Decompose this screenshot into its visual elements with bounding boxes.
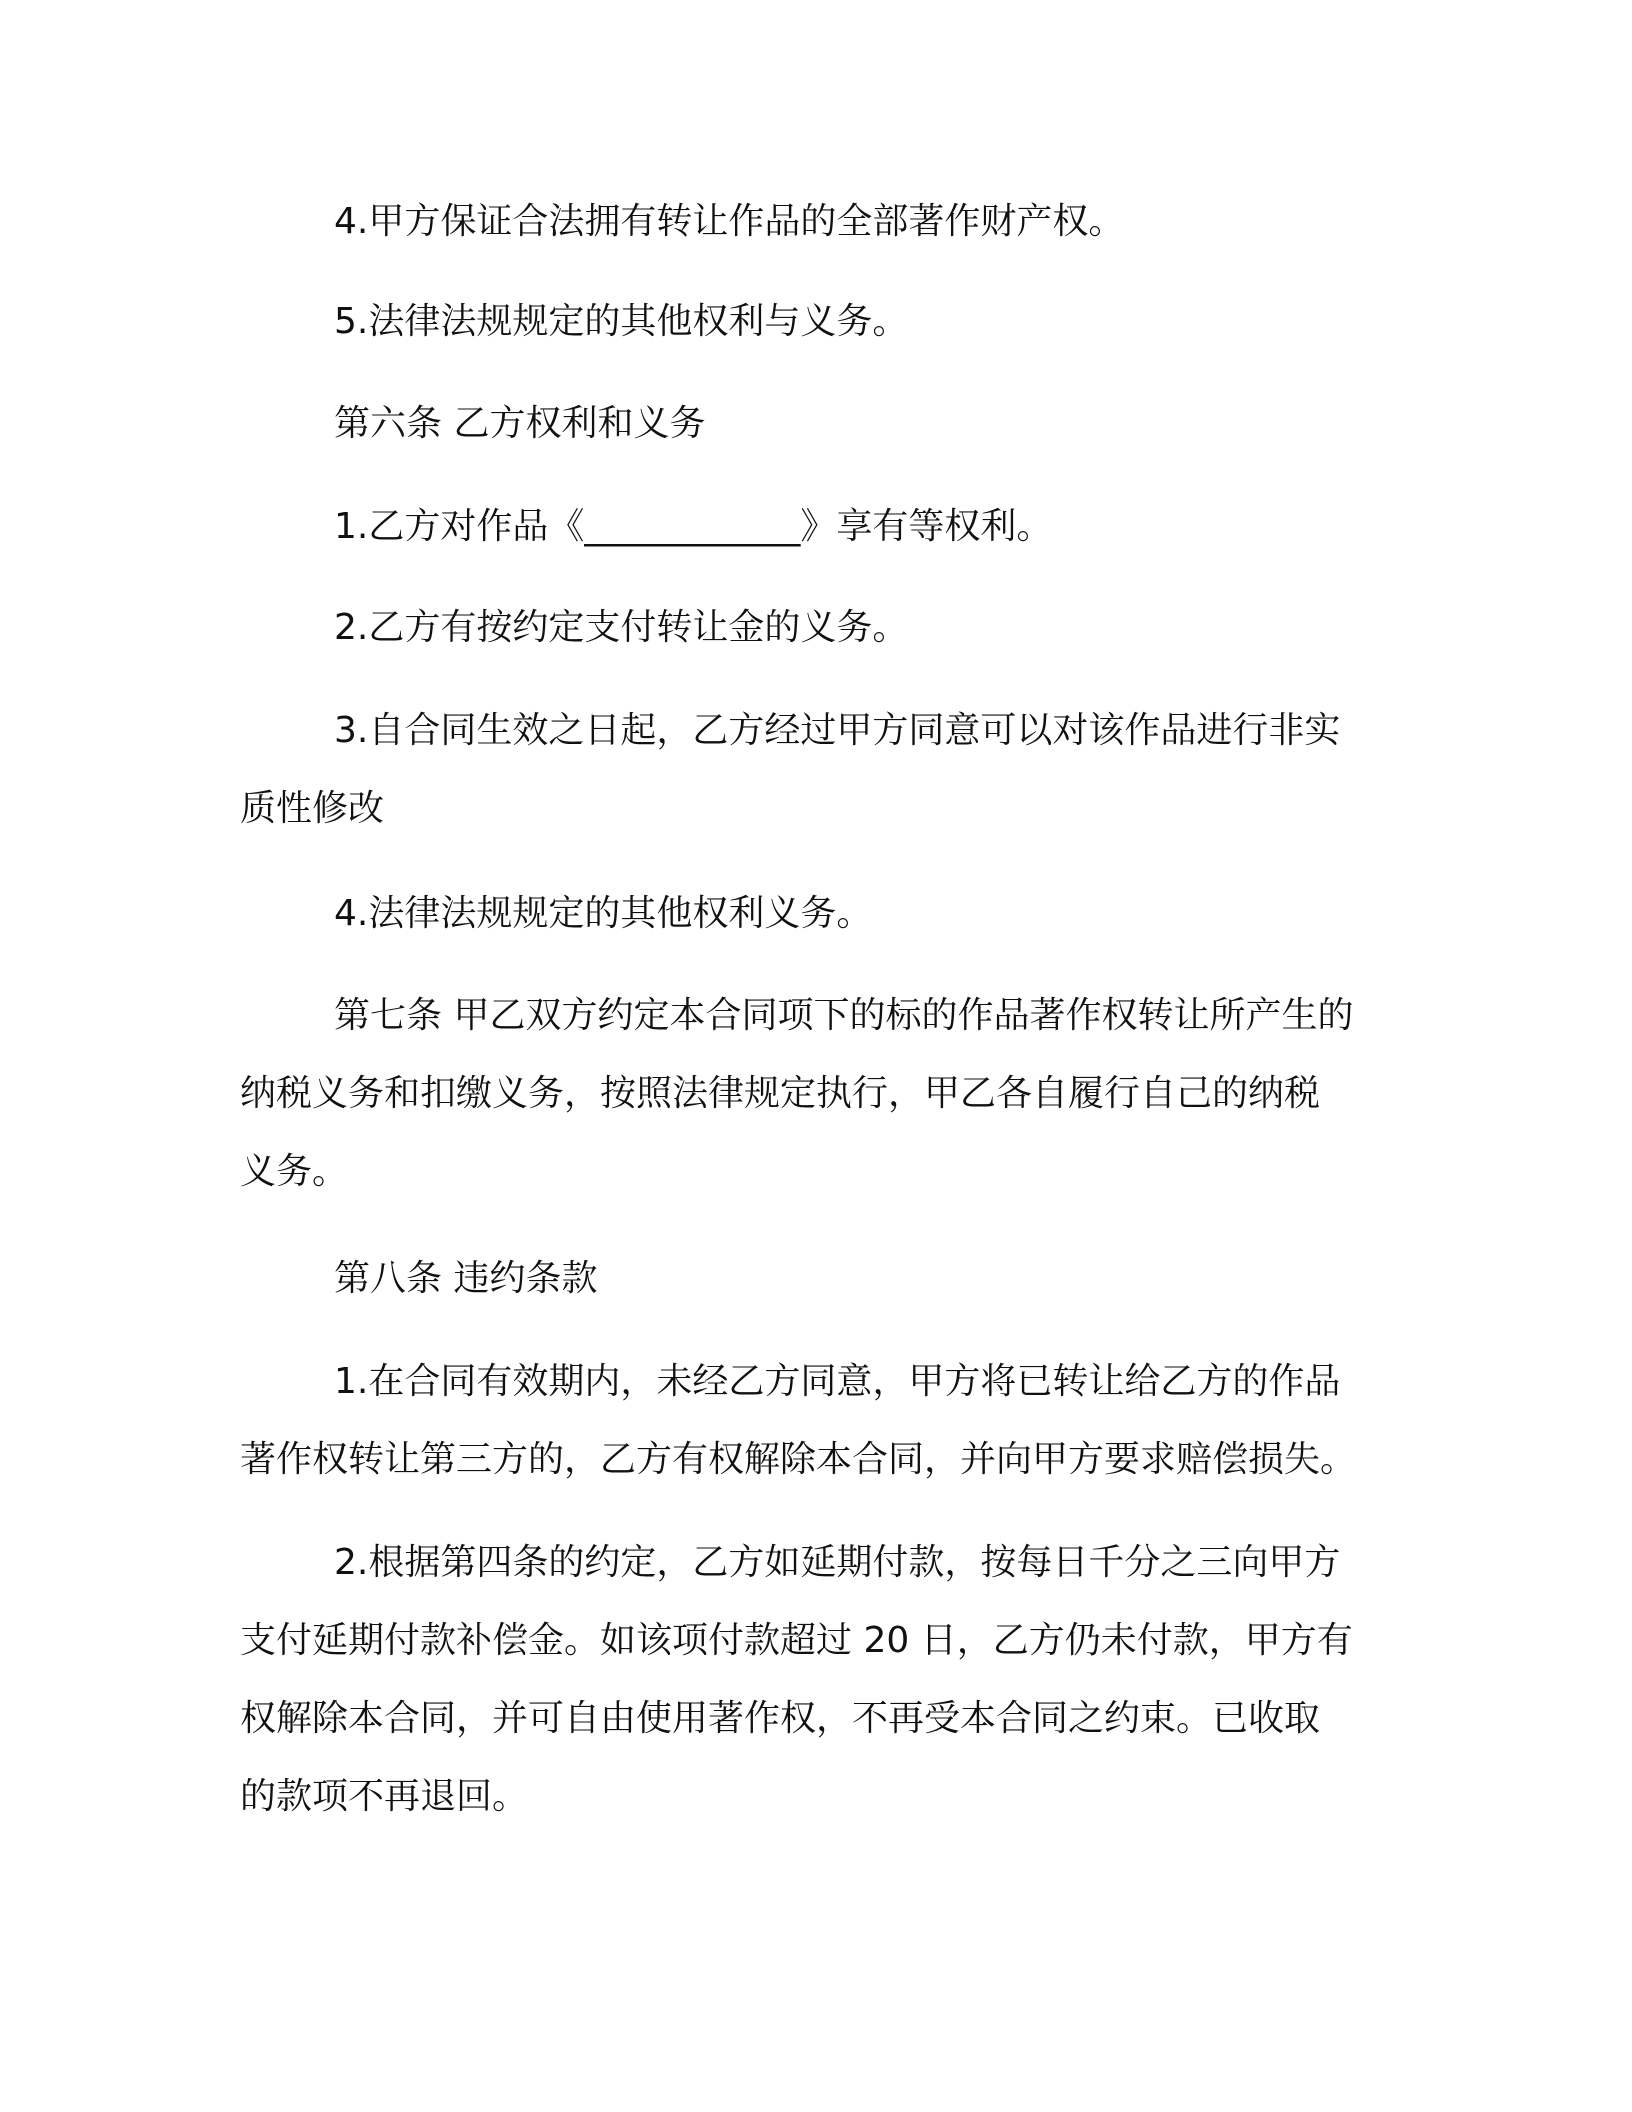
text-line: 第六条 乙方权利和义务 <box>334 403 706 444</box>
paragraph-article-7 <box>240 977 1400 1211</box>
text-line: 2.乙方有按约定支付转让金的义务。 <box>334 607 909 648</box>
text-line: 义务。 <box>240 1151 349 1192</box>
paragraph-2-payment-duty <box>240 589 1400 667</box>
text-line: 支付延期付款补偿金。如该项付款超过 20 日，乙方仍未付款，甲方有 <box>240 1620 1353 1661</box>
text-line: 第七条 甲乙双方约定本合同项下的标的作品著作权转让所产生的 <box>334 995 1354 1036</box>
text-line: 3.自合同生效之日起，乙方经过甲方同意可以对该作品进行非实 <box>334 710 1341 751</box>
paragraph-4-other-duties <box>240 875 1400 953</box>
text-line: 4.法律法规规定的其他权利义务。 <box>334 893 873 934</box>
text-line: 著作权转让第三方的，乙方有权解除本合同，并向甲方要求赔偿损失。 <box>240 1439 1357 1480</box>
text-line: 2.根据第四条的约定，乙方如延期付款，按每日千分之三向甲方 <box>334 1542 1341 1583</box>
paragraph-breach-2 <box>240 1524 1400 1836</box>
text-line: 的款项不再退回。 <box>240 1776 529 1817</box>
text-line: 4.甲方保证合法拥有转让作品的全部著作财产权。 <box>334 201 1125 242</box>
heading-article-8 <box>240 1240 1400 1318</box>
paragraph-breach-1 <box>240 1343 1400 1499</box>
text-line: 1.乙方对作品《____________》享有等权利。 <box>334 506 1053 547</box>
paragraph-5-other-rights <box>240 283 1400 361</box>
text-line: 纳税义务和扣缴义务，按照法律规定执行，甲乙各自履行自己的纳税 <box>240 1073 1321 1114</box>
text-line: 权解除本合同，并可自由使用著作权，不再受本合同之约束。已收取 <box>240 1698 1321 1739</box>
text-line: 第八条 违约条款 <box>334 1258 598 1299</box>
paragraph-4-ownership <box>240 183 1400 261</box>
text-line: 质性修改 <box>240 788 385 829</box>
paragraph-3-modification <box>240 692 1400 848</box>
text-line: 1.在合同有效期内，未经乙方同意，甲方将已转让给乙方的作品 <box>334 1361 1341 1402</box>
paragraph-1-party-b-rights <box>240 488 1400 566</box>
heading-article-6 <box>240 385 1400 463</box>
text-line: 5.法律法规规定的其他权利与义务。 <box>334 301 909 342</box>
